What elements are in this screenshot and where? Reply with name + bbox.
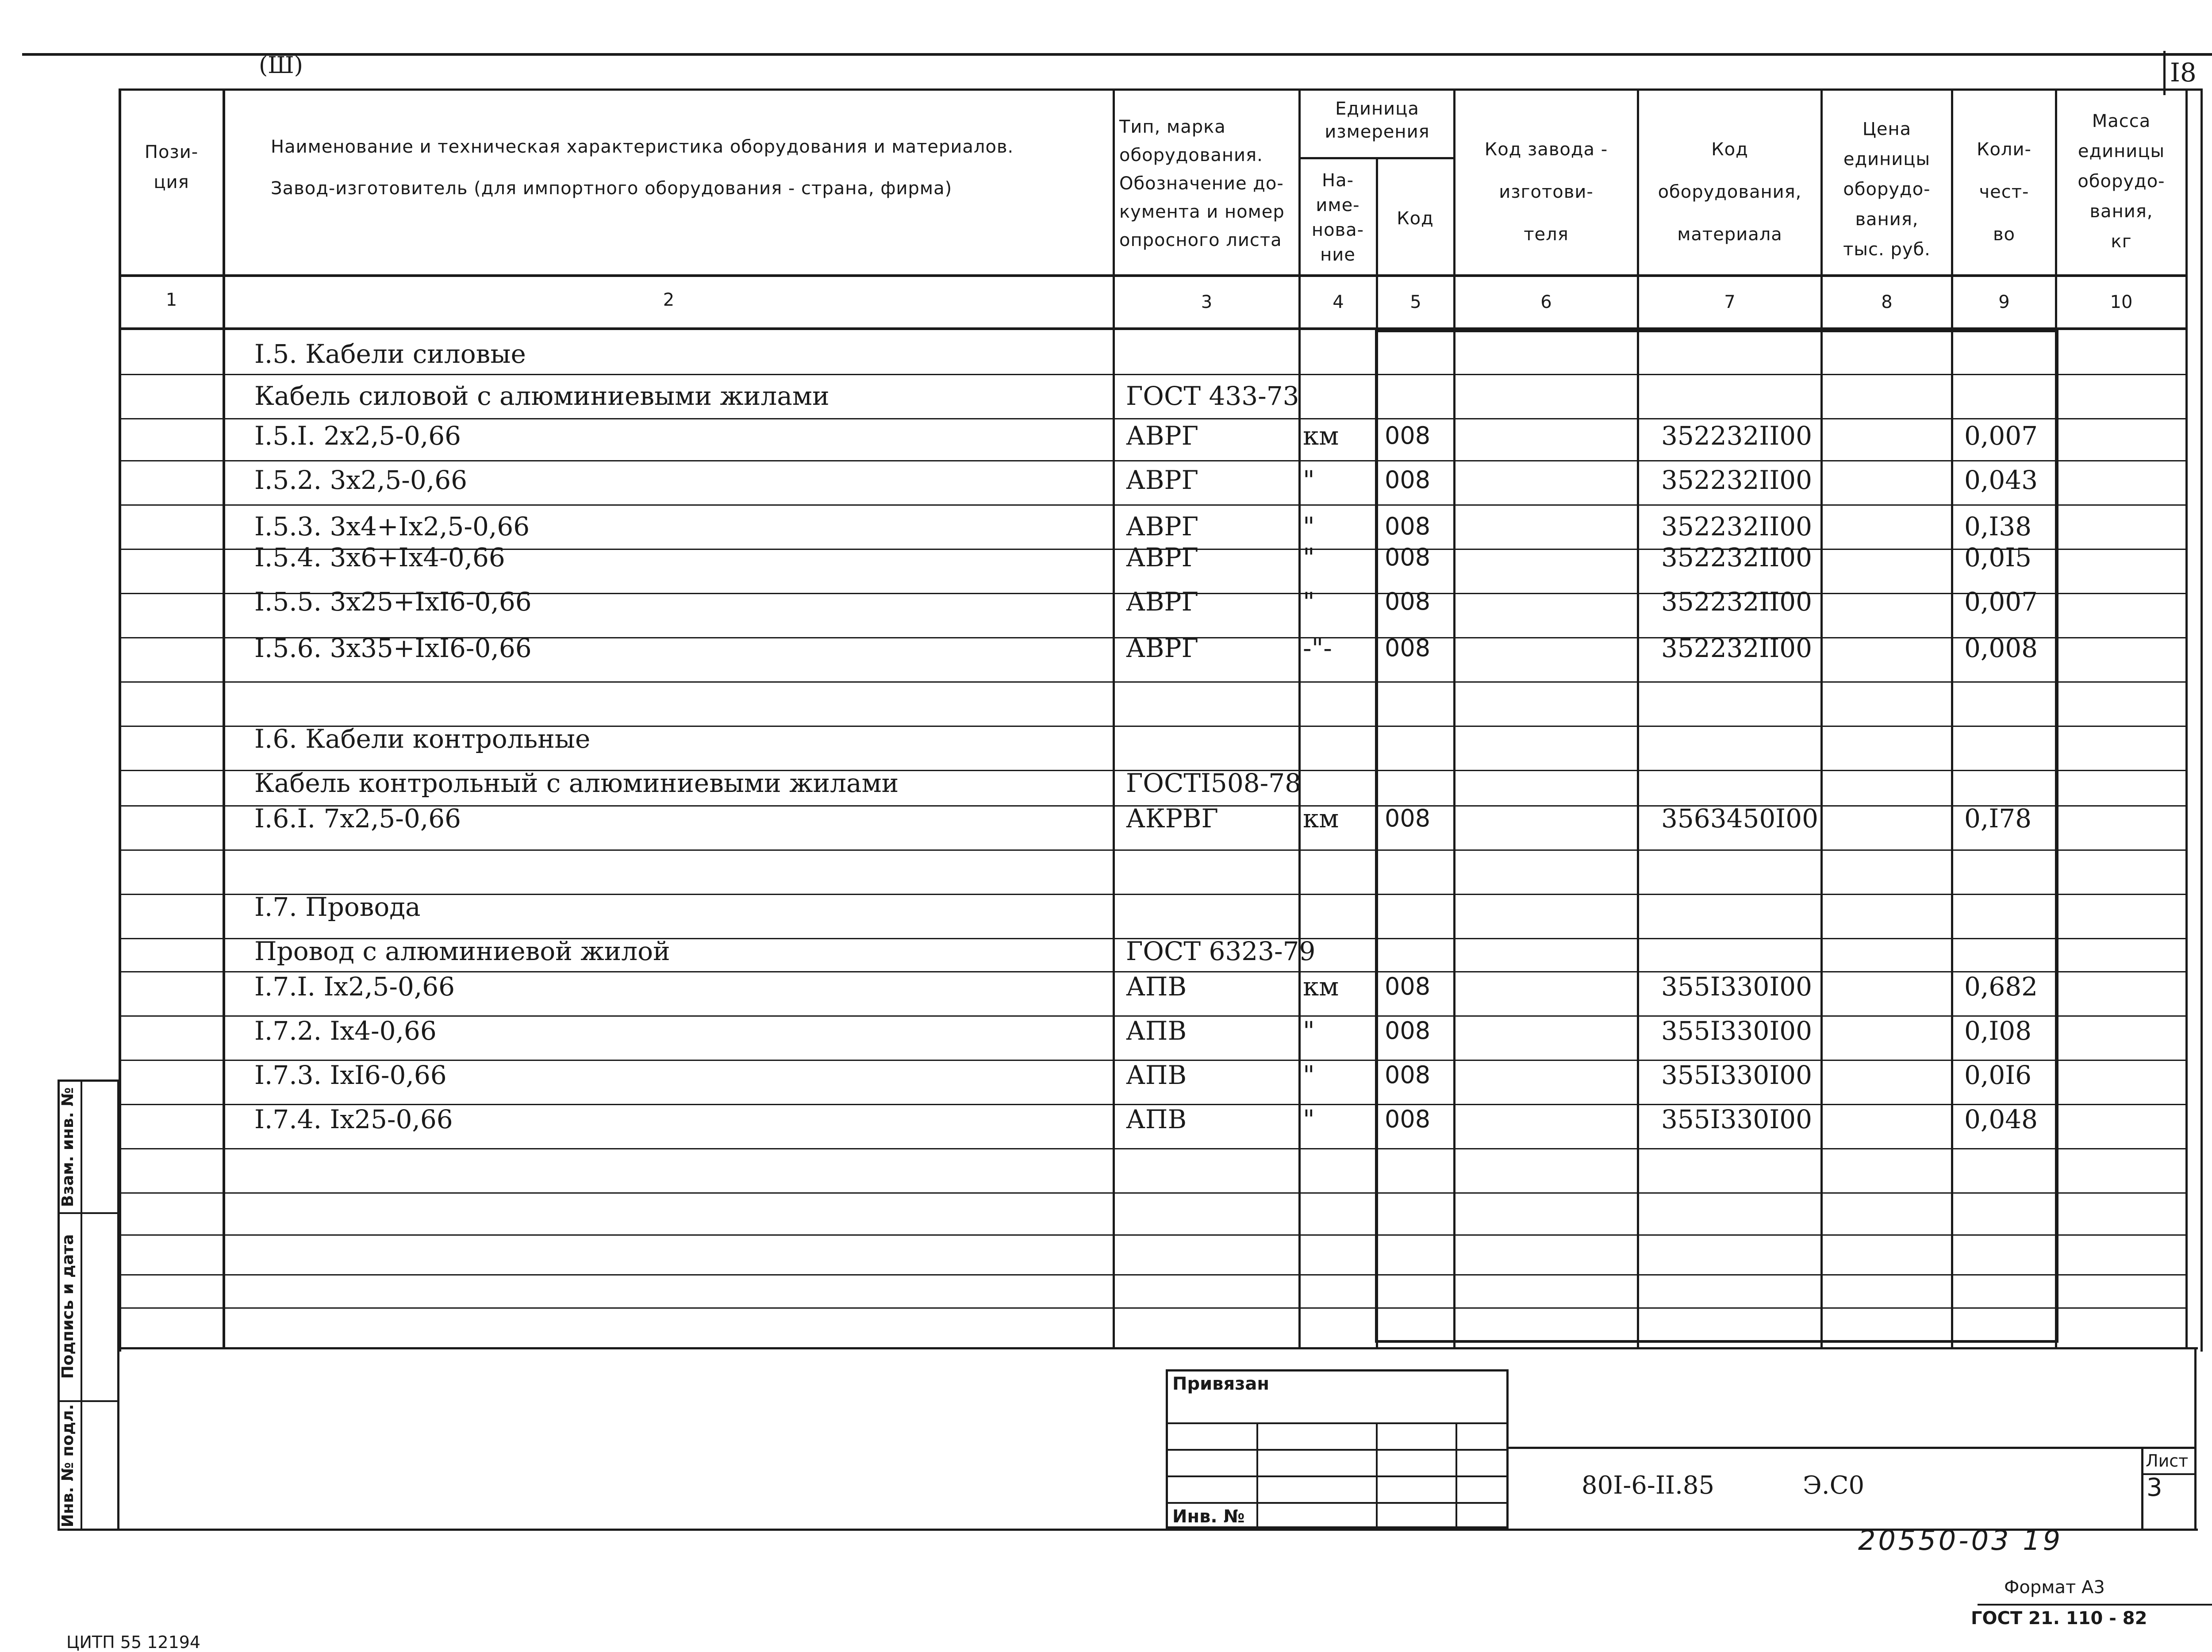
item-name: I.7.3. IxI6-0,66 — [254, 1060, 447, 1090]
row-line — [119, 1148, 2188, 1149]
header-type: Тип, марка оборудования. Обозначение до- кумента и номер опросного листа — [1119, 117, 1285, 250]
item-material-code: 352232II00 — [1661, 587, 1813, 617]
item-type: АКРВГ — [1126, 803, 1218, 834]
item-quantity: 0,008 — [1964, 633, 2038, 663]
item-unit-code: 008 — [1385, 588, 1431, 615]
item-unit-code: 008 — [1385, 466, 1431, 494]
gost-label: ГОСТ 21. 110 - 82 — [1971, 1608, 2147, 1629]
item-material-code: 355I330I00 — [1661, 972, 1813, 1002]
handwritten-number: 20550-03 19 — [1858, 1524, 2063, 1556]
section-mark: (Ш) — [259, 52, 303, 79]
item-type: АВРГ — [1126, 421, 1198, 451]
colnum-bottom-line — [119, 327, 2188, 330]
item-unit: " — [1303, 511, 1315, 542]
item-name: Провод с алюминиевой жилой — [254, 936, 670, 966]
item-material-code: 352232II00 — [1661, 542, 1813, 572]
item-unit-code: 008 — [1385, 634, 1431, 662]
doc-code: 80I-6-II.85 — [1582, 1471, 1715, 1500]
item-quantity: 0,0I5 — [1964, 542, 2032, 572]
item-name: I.5.2. 3x2,5-0,66 — [254, 465, 468, 495]
colnum-10: 10 — [2110, 292, 2133, 312]
header-name: Наименование и техническая характеристика оборудования и материалов. Завод-изготовитель (для импортного оборудования - страна, фирма) — [271, 137, 1014, 199]
item-name: I.5.3. 3x4+Ix2,5-0,66 — [254, 511, 530, 542]
header-bottom-line — [119, 274, 2188, 277]
header-unit-group: Единица измерения — [1325, 99, 1430, 142]
item-name: I.7.4. Ix25-0,66 — [254, 1104, 453, 1134]
colnum-9: 9 — [1998, 292, 2010, 312]
stamp-vline-1 — [1256, 1422, 1258, 1529]
item-name: I.7.2. Ix4-0,66 — [254, 1016, 437, 1046]
item-material-code: 355I330I00 — [1661, 1104, 1813, 1134]
stamp-vline-3 — [1455, 1422, 1457, 1529]
item-quantity: 0,048 — [1964, 1104, 2038, 1134]
colnum-1: 1 — [165, 290, 177, 310]
item-quantity: 0,I38 — [1964, 511, 2032, 542]
row-line — [119, 1274, 2188, 1275]
item-material-code: 352232II00 — [1661, 633, 1813, 663]
list-label: Лист — [2146, 1451, 2189, 1471]
item-unit: " — [1303, 587, 1315, 617]
item-type: АВРГ — [1126, 587, 1198, 617]
item-name: I.5. Кабели силовые — [254, 339, 526, 369]
item-name: I.7.I. Ix2,5-0,66 — [254, 972, 455, 1002]
item-unit-code: 008 — [1385, 1105, 1431, 1133]
item-name: I.5.I. 2x2,5-0,66 — [254, 421, 461, 451]
row-line — [119, 894, 2188, 895]
header-unit-code: Код — [1397, 208, 1434, 229]
item-type: АПВ — [1126, 1060, 1187, 1090]
doc-part: Э.С0 — [1803, 1471, 1865, 1500]
item-name: I.6.I. 7x2,5-0,66 — [254, 803, 461, 834]
header-position: Пози- ция — [144, 142, 199, 192]
header-material-code: Код оборудования, материала — [1658, 139, 1802, 245]
item-unit-code: 008 — [1385, 804, 1431, 832]
item-unit-code: 008 — [1385, 512, 1431, 540]
item-quantity: 0,007 — [1964, 421, 2038, 451]
right-frame-lower — [2194, 1347, 2197, 1531]
item-name: I.5.5. 3x25+IxI6-0,66 — [254, 587, 532, 617]
item-unit-code: 008 — [1385, 422, 1431, 449]
item-name: I.6. Кабели контрольные — [254, 724, 591, 754]
margin-vline — [81, 1080, 82, 1531]
row-line — [119, 1192, 2188, 1194]
item-name: I.7. Провода — [254, 892, 421, 922]
inv-label: Инв. № — [1172, 1506, 1245, 1527]
item-name: I.5.6. 3x35+IxI6-0,66 — [254, 633, 532, 663]
colnum-5: 5 — [1410, 292, 1421, 312]
item-type: АПВ — [1126, 1016, 1187, 1046]
header-quantity: Коли- чест- во — [1977, 139, 2032, 245]
top-border — [22, 53, 2212, 56]
item-unit-code: 008 — [1385, 1017, 1431, 1045]
col-line-10 — [2185, 88, 2188, 1349]
colnum-4: 4 — [1333, 292, 1344, 312]
item-type: АПВ — [1126, 972, 1187, 1002]
item-type: АВРГ — [1126, 633, 1198, 663]
header-unit-name: На- име- нова- ние — [1311, 170, 1364, 265]
margin-podpis: Подпись и дата — [59, 1234, 77, 1379]
table-bottom-line — [119, 1347, 2198, 1349]
item-material-code: 352232II00 — [1661, 465, 1813, 495]
header-factory-code: Код завода - изготови- теля — [1484, 139, 1608, 245]
item-name: Кабель контрольный с алюминиевыми жилами — [254, 768, 899, 798]
colnum-2: 2 — [663, 290, 675, 310]
item-unit: " — [1303, 465, 1315, 495]
item-unit: " — [1303, 1060, 1315, 1090]
item-quantity: 0,007 — [1964, 587, 2038, 617]
item-quantity: 0,I78 — [1964, 803, 2032, 834]
colnum-8: 8 — [1881, 292, 1893, 312]
item-material-code: 352232II00 — [1661, 421, 1813, 451]
item-type: ГОСТ 433-73 — [1126, 381, 1299, 411]
item-unit: " — [1303, 1104, 1315, 1134]
item-type: АВРГ — [1126, 465, 1198, 495]
item-unit: км — [1303, 972, 1339, 1002]
footer-line — [1978, 1604, 2212, 1606]
item-type: АВРГ — [1126, 511, 1198, 542]
item-material-code: 3563450I00 — [1661, 803, 1819, 834]
header-price: Цена единицы оборудо- вания, тыс. руб. — [1843, 119, 1931, 260]
item-type: АПВ — [1126, 1104, 1187, 1134]
item-material-code: 355I330I00 — [1661, 1016, 1813, 1046]
item-type: ГОСТ 6323-79 — [1126, 936, 1316, 966]
item-unit: -"- — [1303, 633, 1332, 663]
list-number: 3 — [2147, 1473, 2162, 1502]
unit-group-line — [1298, 157, 1455, 159]
item-unit-code: 008 — [1385, 1061, 1431, 1089]
item-unit: км — [1303, 421, 1339, 451]
colnum-7: 7 — [1724, 292, 1736, 312]
citp-label: ЦИТП 55 12194 — [66, 1633, 201, 1652]
colnum-3: 3 — [1201, 292, 1213, 312]
item-unit: " — [1303, 1016, 1315, 1046]
row-line — [119, 1234, 2188, 1236]
privyazan-label: Привязан — [1172, 1374, 1270, 1394]
header-mass: Масса единицы оборудо- вания, кг — [2078, 111, 2165, 252]
item-unit-code: 008 — [1385, 972, 1431, 1000]
row-line — [119, 681, 2188, 683]
col-line-3 — [1298, 88, 1301, 1349]
item-quantity: 0,0I6 — [1964, 1060, 2032, 1090]
format-label: Формат А3 — [2004, 1577, 2105, 1598]
stamp-vline-2 — [1376, 1422, 1378, 1529]
sheet-number: I8 — [2170, 58, 2197, 88]
item-quantity: 0,682 — [1964, 972, 2038, 1002]
item-unit: км — [1303, 803, 1339, 834]
item-unit-code: 008 — [1385, 543, 1431, 571]
margin-vzam: Взам. инв. № — [59, 1087, 77, 1207]
row-line — [119, 1307, 2188, 1309]
col-line-1 — [223, 88, 225, 1349]
item-type: АВРГ — [1126, 542, 1198, 572]
row-line — [119, 849, 2188, 851]
item-material-code: 355I330I00 — [1661, 1060, 1813, 1090]
item-quantity: 0,I08 — [1964, 1016, 2032, 1046]
titleblock-top — [1509, 1447, 2197, 1449]
list-box-line — [2141, 1447, 2143, 1531]
colnum-6: 6 — [1540, 292, 1552, 312]
item-type: ГОСТI508-78 — [1126, 768, 1302, 798]
item-unit: " — [1303, 542, 1315, 572]
item-material-code: 352232II00 — [1661, 511, 1813, 542]
margin-inv-podl: Инв. № подл. — [59, 1404, 77, 1528]
item-quantity: 0,043 — [1964, 465, 2038, 495]
item-name: Кабель силовой с алюминиевыми жилами — [254, 381, 830, 411]
item-name: I.5.4. 3x6+Ix4-0,66 — [254, 542, 505, 572]
col-line-2 — [1113, 88, 1115, 1349]
